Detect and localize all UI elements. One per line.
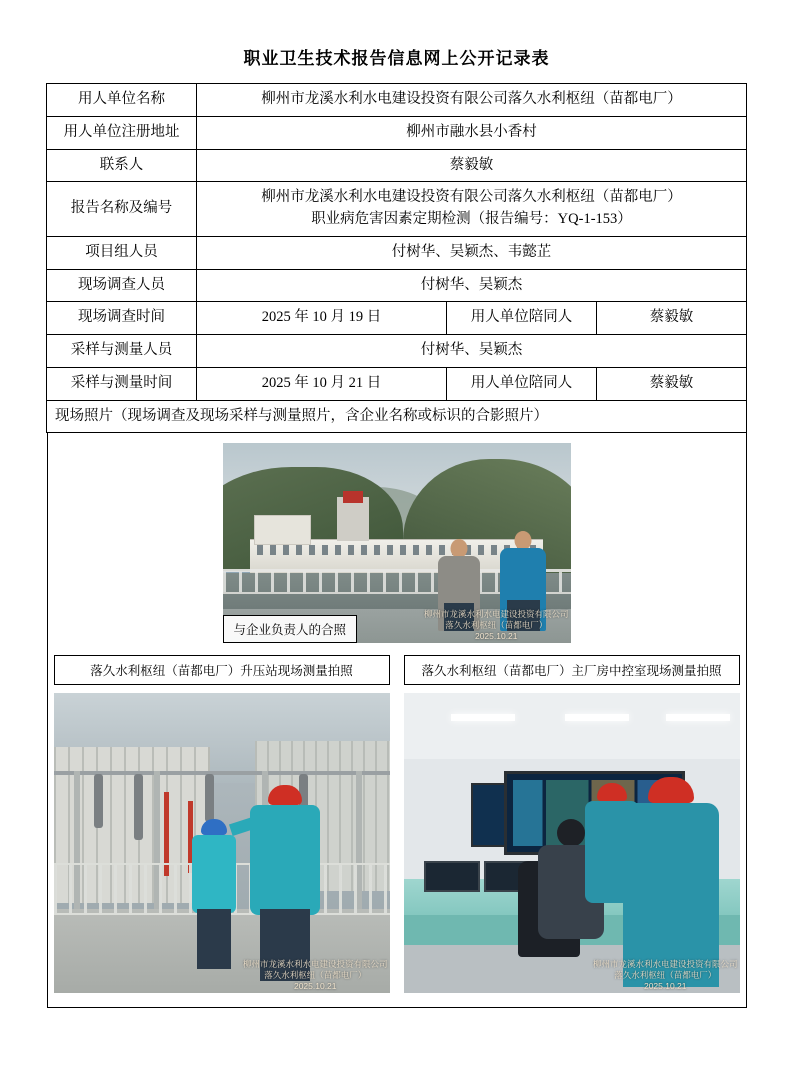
photo-watermark <box>593 959 738 991</box>
worker-body <box>192 835 236 913</box>
watermark-line-2: 落久水利枢纽（苗都电厂） <box>445 620 548 630</box>
substation-photo-column <box>54 655 390 993</box>
tower <box>337 497 368 541</box>
table-row <box>47 116 747 149</box>
row-label-measure-time: 采样与测量时间 <box>47 367 197 400</box>
photo-watermark <box>424 609 569 641</box>
report-name-line2: 职业病危害因素定期检测（报告编号：YQ-1-153） <box>311 211 632 227</box>
ceiling-light <box>565 714 629 721</box>
table-row <box>47 236 747 269</box>
table-row <box>47 367 747 400</box>
ceiling-light <box>451 714 515 721</box>
row-value-sampling-staff: 付树华、吴颖杰 <box>197 335 747 368</box>
watermark-date: 2025.10.21 <box>293 980 337 991</box>
red-helmet <box>268 785 302 805</box>
table-row <box>47 400 747 433</box>
row-label-project-members: 项目组人员 <box>47 236 197 269</box>
row-value-report-name <box>197 182 747 237</box>
watermark-line-1: 柳州市龙溪水利水电建设投资有限公司 <box>423 609 569 620</box>
row-label-registered-address: 用人单位注册地址 <box>47 116 197 149</box>
row-value-survey-time: 2025 年 10 月 19 日 <box>197 302 447 335</box>
bottom-photo-row <box>54 655 740 993</box>
red-helmet <box>597 783 627 801</box>
group-photo <box>223 443 571 643</box>
photos-section-header: 现场照片（现场调查及现场采样与测量照片，含企业名称或标识的合影照片） <box>47 400 747 433</box>
substation-photo <box>54 693 390 993</box>
ceiling <box>404 693 740 759</box>
worker-red-helmet <box>248 785 322 981</box>
row-label-contact-person: 联系人 <box>47 149 197 182</box>
person-head <box>557 819 585 847</box>
row-value-survey-escort: 蔡毅敏 <box>597 302 747 335</box>
control-room-photo-caption: 落久水利枢纽（苗都电厂）主厂房中控室现场测量拍照 <box>404 655 740 685</box>
insulator <box>94 774 103 828</box>
worker-blue-helmet <box>188 819 240 969</box>
row-value-registered-address: 柳州市融水县小香村 <box>197 116 747 149</box>
row-label-measure-escort: 用人单位陪同人 <box>447 367 597 400</box>
group-photo-caption: 与企业负责人的合照 <box>223 615 358 643</box>
row-value-measure-time: 2025 年 10 月 21 日 <box>197 367 447 400</box>
record-table <box>46 83 747 433</box>
insulator <box>205 774 214 822</box>
ceiling-light <box>666 714 730 721</box>
row-label-survey-escort: 用人单位陪同人 <box>447 302 597 335</box>
row-value-contact-person: 蔡毅敏 <box>197 149 747 182</box>
control-room-photo <box>404 693 740 993</box>
substation-photo-caption: 落久水利枢纽（苗都电厂）升压站现场测量拍照 <box>54 655 390 685</box>
dam-windows <box>257 545 535 555</box>
left-building <box>254 515 312 545</box>
watermark-line-1: 柳州市龙溪水利水电建设投资有限公司 <box>242 959 388 970</box>
worker-red-helmet-front <box>623 777 719 987</box>
desk-monitor <box>424 861 480 892</box>
row-value-survey-staff: 付树华、吴颖杰 <box>197 269 747 302</box>
gantry-beam <box>54 771 390 775</box>
watermark-line-2: 落久水利枢纽（苗都电厂） <box>264 970 367 980</box>
watermark-line-1: 柳州市龙溪水利水电建设投资有限公司 <box>592 959 738 970</box>
row-label-sampling-staff: 采样与测量人员 <box>47 335 197 368</box>
worker-legs <box>197 909 231 969</box>
watermark-date: 2025.10.21 <box>643 980 687 991</box>
page-title: 职业卫生技术报告信息网上公开记录表 <box>243 49 550 68</box>
photo-section <box>47 433 747 1008</box>
table-row <box>47 149 747 182</box>
report-name-line1: 柳州市龙溪水利水电建设投资有限公司落久水利枢纽（苗都电厂） <box>261 189 682 206</box>
table-row <box>47 335 747 368</box>
document-page <box>0 44 793 1068</box>
row-label-survey-staff: 现场调查人员 <box>47 269 197 302</box>
watermark-line-2: 落久水利枢纽（苗都电厂） <box>614 970 717 980</box>
red-helmet <box>648 777 694 803</box>
table-row <box>47 84 747 117</box>
photo-watermark <box>243 959 388 991</box>
control-room-photo-column <box>404 655 740 993</box>
row-label-employer-name: 用人单位名称 <box>47 84 197 117</box>
row-value-measure-escort: 蔡毅敏 <box>597 367 747 400</box>
watermark-date: 2025.10.21 <box>474 630 518 641</box>
table-row <box>47 269 747 302</box>
tower-top <box>343 491 364 503</box>
insulator <box>134 774 143 840</box>
row-label-survey-time: 现场调查时间 <box>47 302 197 335</box>
row-value-employer-name: 柳州市龙溪水利水电建设投资有限公司落久水利枢纽（苗都电厂） <box>197 84 747 117</box>
group-photo-wrapper <box>54 443 740 643</box>
row-value-project-members: 付树华、吴颖杰、韦懿芷 <box>197 236 747 269</box>
blue-helmet <box>201 819 227 835</box>
table-row <box>47 302 747 335</box>
table-row <box>47 182 747 237</box>
row-label-report-name: 报告名称及编号 <box>47 182 197 237</box>
